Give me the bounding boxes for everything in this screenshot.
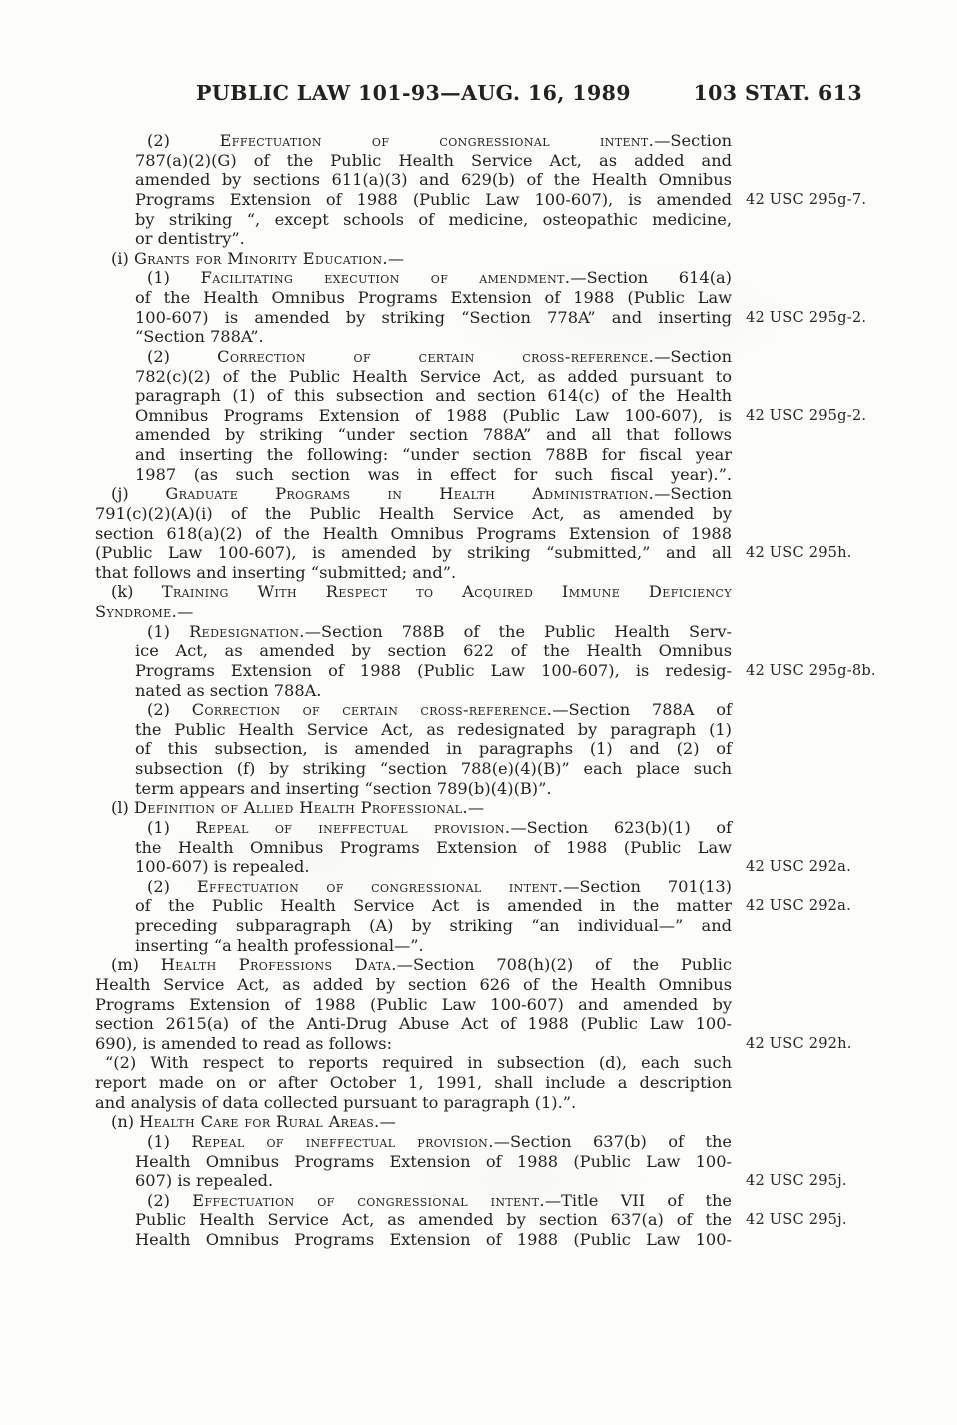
text-run: paragraph (1) of this subsection and section 614(c) of the Health: [135, 386, 732, 406]
text-run: 690), is amended to read as follows:: [95, 1033, 393, 1053]
text-run: (j): [111, 484, 166, 504]
text-line: [95, 151, 732, 171]
text-run: (1): [147, 268, 201, 288]
text-run: amended by striking “under section 788A” and all that follows: [135, 425, 732, 445]
text-run: report made on or after October 1, 1991, shall include a description: [95, 1073, 732, 1092]
text-line: [95, 857, 851, 877]
text-line: [95, 759, 732, 779]
text-line: [95, 1191, 732, 1211]
small-caps-heading-run: Facilitating execution of amendment.: [200, 268, 571, 288]
text-run: 607) is repealed.: [135, 1171, 274, 1191]
text-line: [95, 405, 867, 426]
text-run: amended by sections 611(a)(3) and 629(b) of the Health Omnibus: [135, 170, 732, 190]
us-code-margin-note: 42 USC 292a.: [746, 897, 851, 915]
text-line: [95, 484, 732, 504]
text-run: of the Public Health Service Act is amended in the matter: [135, 896, 732, 916]
text-line: [95, 249, 732, 269]
text-run: subsection (f) by striking “section 788(e)(4)(B)” each place such: [135, 759, 732, 778]
text-line: [95, 524, 732, 544]
text-run: 782(c)(2) of the Public Health Service Act, as added pursuant to: [135, 366, 732, 386]
text-run: and analysis of data collected pursuant to paragraph (1).”.: [95, 1092, 577, 1112]
running-head: [95, 81, 862, 105]
text-run: —: [177, 602, 194, 621]
text-run: “(2) With respect to reports required in subsection (d), each such: [105, 1053, 732, 1073]
text-line: [95, 504, 732, 524]
us-code-margin-note: 42 USC 295j.: [746, 1172, 847, 1190]
text-run: that follows and inserting “submitted; and”.: [95, 562, 457, 582]
us-code-margin-note: 42 USC 295j.: [746, 1211, 847, 1229]
text-run: the Public Health Service Act, as redesignated by paragraph (1): [135, 719, 732, 739]
small-caps-heading-run: Repeal of ineffectual provision.: [195, 817, 511, 837]
text-run: (i): [111, 248, 134, 268]
text-run: (2): [147, 1190, 193, 1210]
text-line: [95, 210, 732, 230]
text-line: [95, 681, 732, 701]
small-caps-heading-run: Effectuation of congressional intent.: [219, 131, 655, 150]
text-line: [95, 367, 732, 387]
text-run: 1987 (as such section was in effect for such fiscal year).”.: [135, 464, 732, 484]
text-line: [95, 268, 732, 288]
small-caps-heading-run: Definition of Allied Health Professional.: [133, 798, 468, 818]
text-line: [95, 1093, 732, 1113]
text-run: —: [379, 1112, 396, 1132]
text-run: —Section: [654, 484, 733, 504]
text-run: —Section 788A of: [552, 700, 732, 720]
text-run: Programs Extension of 1988 (Public Law 100-607), is amended: [135, 189, 732, 209]
text-line: [95, 995, 732, 1015]
us-code-margin-note: 42 USC 295g-7.: [746, 190, 867, 208]
small-caps-heading-run: Training With Respect to Acquired Immune Deficiency: [161, 582, 733, 602]
text-line: [95, 622, 732, 642]
text-line: [95, 955, 732, 975]
text-run: 787(a)(2)(G) of the Public Health Service Act, as added and: [135, 150, 732, 170]
text-run: (Public Law 100-607), is amended by striking “submitted,” and all: [95, 543, 732, 563]
text-run: (2): [147, 876, 197, 896]
text-line: [95, 445, 732, 465]
text-line: [95, 327, 732, 347]
text-run: Omnibus Programs Extension of 1988 (Public Law 100-607), is: [135, 405, 732, 425]
text-run: of the Health Omnibus Programs Extension of 1988 (Public Law: [135, 288, 732, 307]
text-line: [95, 1112, 732, 1132]
small-caps-heading-run: Syndrome.: [95, 602, 178, 621]
small-caps-heading-run: Correction of certain cross-reference.: [191, 700, 553, 720]
text-line: [95, 1073, 732, 1093]
small-caps-heading-run: Graduate Programs in Health Administration.: [165, 484, 655, 504]
text-run: (l): [111, 798, 134, 818]
text-run: 100-607) is amended by striking “Section 778A” and inserting: [135, 307, 732, 327]
text-run: of this subsection, is amended in paragraphs (1) and (2) of: [135, 739, 732, 759]
text-line: [95, 543, 852, 563]
text-line: [95, 1033, 852, 1054]
text-run: inserting “a health professional—”.: [135, 935, 424, 955]
text-run: —: [467, 798, 485, 818]
text-run: Health Service Act, as added by section 626 of the Health Omnibus: [95, 974, 732, 994]
text-line: [95, 838, 732, 858]
text-run: —Section: [654, 131, 732, 150]
text-line: [95, 582, 732, 602]
text-line: [95, 1210, 847, 1230]
text-line: [95, 896, 851, 916]
text-line: [95, 288, 732, 308]
text-run: 100-607) is repealed.: [135, 857, 310, 877]
text-line: [95, 818, 732, 838]
text-line: [95, 739, 732, 759]
text-line: [95, 779, 732, 799]
text-line: [95, 975, 732, 995]
text-line: [95, 602, 732, 622]
text-line: [95, 1230, 732, 1250]
text-run: —Section 614(a): [570, 268, 732, 288]
text-run: “Section 788A”.: [135, 327, 264, 347]
text-line: [95, 425, 732, 445]
text-line: [95, 131, 732, 151]
text-run: (2): [147, 700, 192, 720]
statute-text-column: [95, 131, 876, 1250]
small-caps-heading-run: Repeal of ineffectual provision.: [191, 1131, 494, 1151]
text-run: Public Health Service Act, as amended by section 637(a) of the: [135, 1210, 732, 1230]
running-head-law-title: PUBLIC LAW 101-93—AUG. 16, 1989: [196, 81, 631, 105]
running-head-stat-page: 103 STAT. 613: [693, 81, 862, 105]
text-line: [95, 720, 732, 740]
text-line: [95, 916, 732, 936]
text-run: —Section 637(b) of the: [493, 1131, 732, 1151]
text-line: [95, 347, 732, 367]
text-line: [95, 660, 876, 681]
text-run: (n): [111, 1112, 140, 1132]
small-caps-heading-run: Redesignation.: [189, 621, 305, 641]
text-run: 791(c)(2)(A)(i) of the Public Health Service Act, as amended by: [95, 503, 732, 523]
us-code-margin-note: 42 USC 292h.: [746, 1034, 852, 1052]
text-run: —Section 788B of the Public Health Serv-: [304, 621, 733, 641]
text-run: —Section 623(b)(1) of: [510, 817, 732, 837]
us-code-margin-note: 42 USC 295g-2.: [746, 308, 867, 326]
text-line: [95, 936, 732, 956]
text-run: (1): [147, 621, 190, 641]
text-run: by striking “, except schools of medicine, osteopathic medicine,: [135, 209, 732, 229]
small-caps-heading-run: Grants for Minority Education.: [133, 248, 388, 268]
text-run: the Health Omnibus Programs Extension of 1988 (Public Law: [135, 837, 732, 857]
text-line: [95, 386, 732, 406]
text-run: Programs Extension of 1988 (Public Law 100-607), is redesig-: [135, 660, 732, 680]
text-line: [95, 1171, 847, 1191]
text-run: nated as section 788A.: [135, 680, 322, 700]
text-run: Health Omnibus Programs Extension of 1988 (Public Law 100-: [135, 1151, 732, 1171]
text-run: —Section: [654, 346, 733, 366]
text-run: section 618(a)(2) of the Health Omnibus Programs Extension of 1988: [95, 523, 732, 543]
text-run: (1): [147, 817, 196, 837]
small-caps-heading-run: Effectuation of congressional intent.: [192, 1190, 545, 1210]
text-line: [95, 189, 867, 210]
text-run: and inserting the following: “under section 788B for fiscal year: [135, 445, 732, 464]
text-run: —Section 708(h)(2) of the Public: [396, 955, 732, 975]
text-run: Health Omnibus Programs Extension of 1988 (Public Law 100-: [135, 1230, 732, 1249]
text-run: (m): [111, 955, 161, 975]
text-run: —: [387, 248, 405, 268]
text-run: (2): [147, 131, 220, 150]
text-line: [95, 877, 732, 897]
text-run: ice Act, as amended by section 622 of the Health Omnibus: [135, 641, 732, 661]
small-caps-heading-run: Effectuation of congressional intent.: [196, 876, 564, 896]
text-line: [95, 465, 732, 485]
small-caps-heading-run: Correction of certain cross-reference.: [217, 346, 655, 366]
text-line: [95, 1132, 732, 1152]
text-run: term appears and inserting “section 789(b)(4)(B)”.: [135, 778, 552, 798]
text-run: (k): [111, 582, 162, 602]
text-run: preceding subparagraph (A) by striking “an individual—” and: [135, 916, 732, 935]
us-code-margin-note: 42 USC 292a.: [746, 858, 851, 876]
text-run: (1): [147, 1131, 192, 1151]
us-code-margin-note: 42 USC 295g-8b.: [746, 661, 876, 679]
text-line: [95, 563, 732, 583]
us-code-margin-note: 42 USC 295g-2.: [746, 406, 867, 424]
text-run: section 2615(a) of the Anti-Drug Abuse Act of 1988 (Public Law 100-: [95, 1014, 732, 1034]
small-caps-heading-run: Health Professions Data.: [160, 955, 397, 975]
text-line: [95, 798, 732, 818]
text-line: [95, 1152, 732, 1172]
text-run: Programs Extension of 1988 (Public Law 100-607) and amended by: [95, 994, 732, 1014]
text-line: [95, 1014, 732, 1034]
text-run: (2): [147, 346, 218, 366]
us-code-margin-note: 42 USC 295h.: [746, 544, 852, 562]
text-line: [95, 229, 732, 249]
small-caps-heading-run: Health Care for Rural Areas.: [139, 1112, 380, 1132]
text-run: or dentistry”.: [135, 229, 245, 249]
text-line: [95, 641, 732, 661]
text-line: [95, 700, 732, 720]
text-line: [95, 1053, 732, 1073]
text-line: [95, 307, 867, 328]
text-run: —Title VII of the: [544, 1190, 732, 1210]
text-line: [95, 170, 732, 190]
text-run: —Section 701(13): [563, 876, 732, 896]
